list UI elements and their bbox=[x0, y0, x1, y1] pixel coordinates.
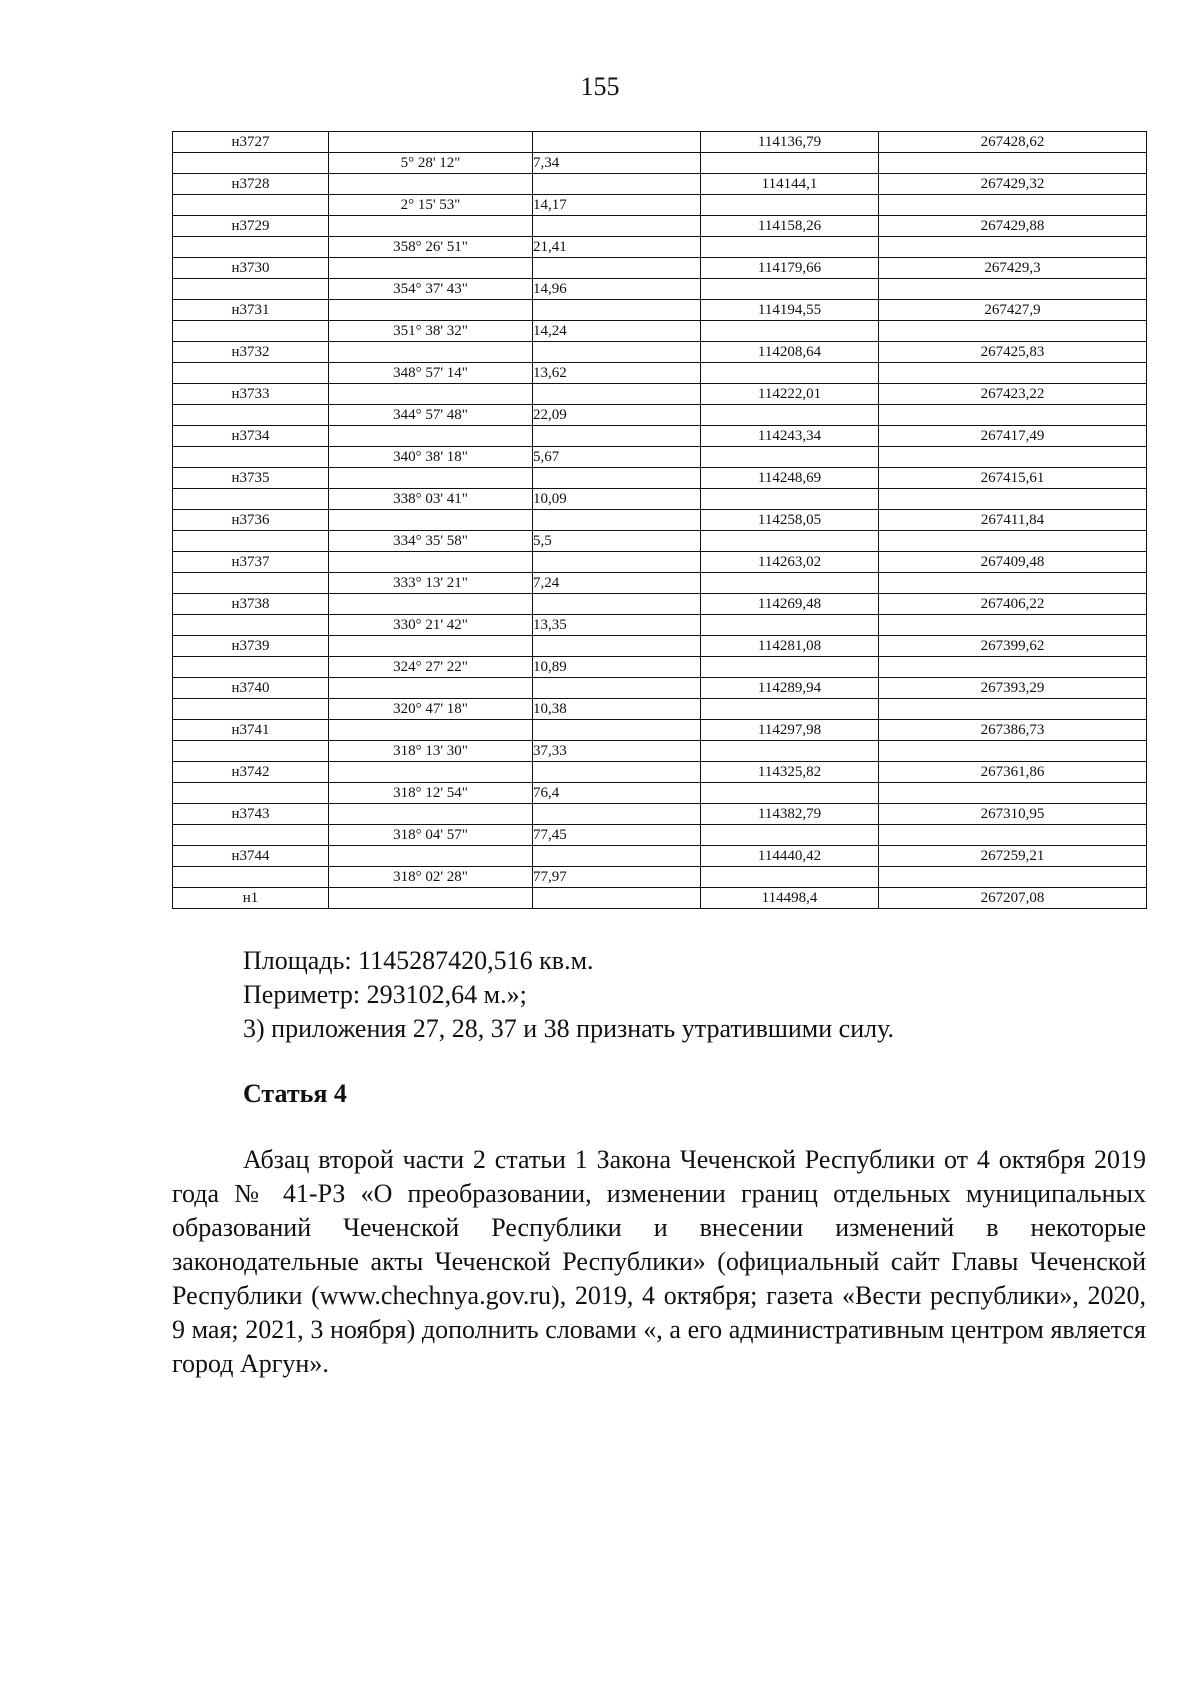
cell-point-name bbox=[173, 489, 329, 510]
summary-block bbox=[243, 944, 894, 1046]
cell-y-coordinate bbox=[879, 279, 1147, 300]
table-row-point bbox=[173, 888, 1147, 909]
cell-point-name: н3729 bbox=[173, 216, 329, 237]
cell-x-coordinate: 114136,79 bbox=[701, 132, 879, 153]
cell-point-name bbox=[173, 279, 329, 300]
cell-y-coordinate bbox=[879, 195, 1147, 216]
cell-distance bbox=[533, 426, 701, 447]
cell-y-coordinate: 267415,61 bbox=[879, 468, 1147, 489]
table-row-point bbox=[173, 384, 1147, 405]
cell-direction-angle: 334° 35' 58" bbox=[329, 531, 533, 552]
table-row-point bbox=[173, 174, 1147, 195]
cell-x-coordinate bbox=[701, 615, 879, 636]
table-row-point bbox=[173, 132, 1147, 153]
cell-point-name bbox=[173, 153, 329, 174]
cell-x-coordinate bbox=[701, 195, 879, 216]
cell-point-name: н3732 bbox=[173, 342, 329, 363]
cell-direction-angle bbox=[329, 720, 533, 741]
cell-direction-angle bbox=[329, 426, 533, 447]
cell-point-name bbox=[173, 405, 329, 426]
cell-point-name bbox=[173, 783, 329, 804]
cell-y-coordinate: 267425,83 bbox=[879, 342, 1147, 363]
cell-y-coordinate bbox=[879, 615, 1147, 636]
cell-distance bbox=[533, 132, 701, 153]
cell-x-coordinate bbox=[701, 783, 879, 804]
cell-direction-angle bbox=[329, 342, 533, 363]
cell-direction-angle bbox=[329, 594, 533, 615]
cell-distance bbox=[533, 300, 701, 321]
cell-point-name bbox=[173, 195, 329, 216]
article-heading: Статья 4 bbox=[243, 1079, 347, 1108]
cell-y-coordinate: 267417,49 bbox=[879, 426, 1147, 447]
table-row-segment bbox=[173, 531, 1147, 552]
cell-y-coordinate bbox=[879, 531, 1147, 552]
cell-point-name: н3738 bbox=[173, 594, 329, 615]
table-row-segment bbox=[173, 363, 1147, 384]
cell-direction-angle bbox=[329, 636, 533, 657]
cell-x-coordinate: 114208,64 bbox=[701, 342, 879, 363]
cell-direction-angle bbox=[329, 552, 533, 573]
cell-direction-angle: 324° 27' 22" bbox=[329, 657, 533, 678]
cell-distance: 14,17 bbox=[533, 195, 701, 216]
cell-y-coordinate bbox=[879, 153, 1147, 174]
table-row-point bbox=[173, 468, 1147, 489]
cell-distance bbox=[533, 216, 701, 237]
table-row-segment bbox=[173, 741, 1147, 762]
cell-x-coordinate bbox=[701, 867, 879, 888]
cell-direction-angle: 330° 21' 42" bbox=[329, 615, 533, 636]
cell-x-coordinate bbox=[701, 531, 879, 552]
cell-distance: 13,35 bbox=[533, 615, 701, 636]
cell-distance: 77,97 bbox=[533, 867, 701, 888]
cell-direction-angle bbox=[329, 468, 533, 489]
cell-direction-angle bbox=[329, 762, 533, 783]
perimeter-line: Периметр: 293102,64 м.»; bbox=[243, 980, 527, 1009]
cell-distance bbox=[533, 468, 701, 489]
table-row-segment bbox=[173, 573, 1147, 594]
cell-distance bbox=[533, 594, 701, 615]
cell-x-coordinate: 114222,01 bbox=[701, 384, 879, 405]
cell-point-name bbox=[173, 741, 329, 762]
cell-x-coordinate: 114440,42 bbox=[701, 846, 879, 867]
cell-y-coordinate: 267259,21 bbox=[879, 846, 1147, 867]
cell-distance bbox=[533, 342, 701, 363]
cell-point-name bbox=[173, 699, 329, 720]
table-row-segment bbox=[173, 615, 1147, 636]
cell-point-name: н3733 bbox=[173, 384, 329, 405]
table-row-segment bbox=[173, 153, 1147, 174]
table-row-segment bbox=[173, 195, 1147, 216]
cell-direction-angle bbox=[329, 804, 533, 825]
cell-x-coordinate bbox=[701, 657, 879, 678]
cell-x-coordinate: 114263,02 bbox=[701, 552, 879, 573]
cell-direction-angle bbox=[329, 258, 533, 279]
cell-distance bbox=[533, 258, 701, 279]
cell-distance: 5,67 bbox=[533, 447, 701, 468]
cell-distance: 14,96 bbox=[533, 279, 701, 300]
cell-point-name: н3744 bbox=[173, 846, 329, 867]
table-row-segment bbox=[173, 699, 1147, 720]
cell-x-coordinate bbox=[701, 573, 879, 594]
cell-distance: 10,89 bbox=[533, 657, 701, 678]
cell-x-coordinate: 114382,79 bbox=[701, 804, 879, 825]
table-row-segment bbox=[173, 489, 1147, 510]
cell-point-name bbox=[173, 573, 329, 594]
table-row-point bbox=[173, 594, 1147, 615]
table-row-segment bbox=[173, 405, 1147, 426]
cell-x-coordinate bbox=[701, 153, 879, 174]
table-row-segment bbox=[173, 783, 1147, 804]
cell-point-name: н3742 bbox=[173, 762, 329, 783]
cell-point-name: н3741 bbox=[173, 720, 329, 741]
cell-direction-angle bbox=[329, 678, 533, 699]
cell-distance bbox=[533, 720, 701, 741]
cell-point-name: н3730 bbox=[173, 258, 329, 279]
cell-distance: 7,34 bbox=[533, 153, 701, 174]
cell-y-coordinate: 267429,32 bbox=[879, 174, 1147, 195]
cell-direction-angle bbox=[329, 216, 533, 237]
cell-x-coordinate: 114498,4 bbox=[701, 888, 879, 909]
cell-x-coordinate: 114158,26 bbox=[701, 216, 879, 237]
cell-distance bbox=[533, 678, 701, 699]
cell-direction-angle: 320° 47' 18" bbox=[329, 699, 533, 720]
table-row-point bbox=[173, 342, 1147, 363]
cell-point-name bbox=[173, 867, 329, 888]
table-row-point bbox=[173, 636, 1147, 657]
cell-distance: 5,5 bbox=[533, 531, 701, 552]
cell-y-coordinate bbox=[879, 573, 1147, 594]
cell-y-coordinate bbox=[879, 825, 1147, 846]
cell-y-coordinate: 267423,22 bbox=[879, 384, 1147, 405]
cell-direction-angle: 2° 15' 53" bbox=[329, 195, 533, 216]
cell-point-name bbox=[173, 363, 329, 384]
cell-y-coordinate: 267427,9 bbox=[879, 300, 1147, 321]
cell-direction-angle: 333° 13' 21" bbox=[329, 573, 533, 594]
cell-x-coordinate: 114194,55 bbox=[701, 300, 879, 321]
cell-distance bbox=[533, 804, 701, 825]
cell-direction-angle bbox=[329, 510, 533, 531]
cell-x-coordinate: 114281,08 bbox=[701, 636, 879, 657]
cell-direction-angle bbox=[329, 846, 533, 867]
cell-point-name bbox=[173, 321, 329, 342]
cell-distance: 13,62 bbox=[533, 363, 701, 384]
cell-y-coordinate bbox=[879, 867, 1147, 888]
cell-y-coordinate bbox=[879, 405, 1147, 426]
cell-x-coordinate bbox=[701, 321, 879, 342]
cell-x-coordinate bbox=[701, 741, 879, 762]
cell-direction-angle: 318° 12' 54" bbox=[329, 783, 533, 804]
table-row-segment bbox=[173, 279, 1147, 300]
cell-point-name bbox=[173, 447, 329, 468]
cell-y-coordinate bbox=[879, 783, 1147, 804]
cell-distance: 22,09 bbox=[533, 405, 701, 426]
table-row-segment bbox=[173, 237, 1147, 258]
cell-x-coordinate: 114325,82 bbox=[701, 762, 879, 783]
cell-y-coordinate: 267429,3 bbox=[879, 258, 1147, 279]
table-row-point bbox=[173, 552, 1147, 573]
cell-point-name bbox=[173, 657, 329, 678]
cell-point-name: н3743 bbox=[173, 804, 329, 825]
cell-y-coordinate bbox=[879, 699, 1147, 720]
table-row-point bbox=[173, 846, 1147, 867]
cell-y-coordinate bbox=[879, 321, 1147, 342]
cell-point-name: н3739 bbox=[173, 636, 329, 657]
cell-direction-angle: 351° 38' 32" bbox=[329, 321, 533, 342]
cell-distance: 10,09 bbox=[533, 489, 701, 510]
table-row-point bbox=[173, 300, 1147, 321]
table-row-segment bbox=[173, 321, 1147, 342]
cell-y-coordinate bbox=[879, 363, 1147, 384]
cell-y-coordinate bbox=[879, 237, 1147, 258]
cell-point-name: н3728 bbox=[173, 174, 329, 195]
cell-y-coordinate: 267428,62 bbox=[879, 132, 1147, 153]
table-row-segment bbox=[173, 825, 1147, 846]
cell-x-coordinate bbox=[701, 363, 879, 384]
cell-distance: 21,41 bbox=[533, 237, 701, 258]
cell-x-coordinate bbox=[701, 279, 879, 300]
cell-direction-angle: 344° 57' 48" bbox=[329, 405, 533, 426]
cell-direction-angle: 5° 28' 12" bbox=[329, 153, 533, 174]
cell-y-coordinate: 267393,29 bbox=[879, 678, 1147, 699]
cell-direction-angle: 358° 26' 51" bbox=[329, 237, 533, 258]
table-row-segment bbox=[173, 447, 1147, 468]
cell-distance bbox=[533, 636, 701, 657]
cell-x-coordinate bbox=[701, 237, 879, 258]
cell-x-coordinate bbox=[701, 405, 879, 426]
cell-y-coordinate: 267310,95 bbox=[879, 804, 1147, 825]
cell-distance bbox=[533, 552, 701, 573]
cell-distance: 37,33 bbox=[533, 741, 701, 762]
boundary-coordinates-table-body bbox=[173, 132, 1147, 909]
cell-x-coordinate: 114144,1 bbox=[701, 174, 879, 195]
cell-distance: 7,24 bbox=[533, 573, 701, 594]
cell-y-coordinate: 267429,88 bbox=[879, 216, 1147, 237]
cell-x-coordinate: 114297,98 bbox=[701, 720, 879, 741]
cell-direction-angle bbox=[329, 132, 533, 153]
table-row-segment bbox=[173, 657, 1147, 678]
cell-direction-angle: 338° 03' 41" bbox=[329, 489, 533, 510]
cell-point-name bbox=[173, 237, 329, 258]
cell-y-coordinate bbox=[879, 741, 1147, 762]
area-line: Площадь: 1145287420,516 кв.м. bbox=[243, 946, 594, 975]
cell-x-coordinate: 114258,05 bbox=[701, 510, 879, 531]
table-row-point bbox=[173, 720, 1147, 741]
cell-x-coordinate bbox=[701, 699, 879, 720]
cell-y-coordinate: 267386,73 bbox=[879, 720, 1147, 741]
cell-y-coordinate bbox=[879, 657, 1147, 678]
cell-distance bbox=[533, 846, 701, 867]
page-number: 155 bbox=[580, 72, 620, 101]
cell-point-name: н3735 bbox=[173, 468, 329, 489]
cell-x-coordinate: 114269,48 bbox=[701, 594, 879, 615]
cell-distance: 77,45 bbox=[533, 825, 701, 846]
cell-y-coordinate: 267361,86 bbox=[879, 762, 1147, 783]
cell-direction-angle: 318° 13' 30" bbox=[329, 741, 533, 762]
table-row-point bbox=[173, 678, 1147, 699]
cell-y-coordinate bbox=[879, 489, 1147, 510]
cell-distance: 10,38 bbox=[533, 699, 701, 720]
table-row-segment bbox=[173, 867, 1147, 888]
cell-point-name: н3727 bbox=[173, 132, 329, 153]
cell-point-name: н3737 bbox=[173, 552, 329, 573]
table-row-point bbox=[173, 216, 1147, 237]
cell-point-name: н1 bbox=[173, 888, 329, 909]
cell-x-coordinate: 114248,69 bbox=[701, 468, 879, 489]
cell-direction-angle: 348° 57' 14" bbox=[329, 363, 533, 384]
cell-distance: 14,24 bbox=[533, 321, 701, 342]
cell-distance bbox=[533, 174, 701, 195]
cell-y-coordinate: 267409,48 bbox=[879, 552, 1147, 573]
cell-distance bbox=[533, 510, 701, 531]
cell-point-name: н3740 bbox=[173, 678, 329, 699]
boundary-coordinates-table bbox=[172, 131, 1147, 909]
cell-y-coordinate: 267399,62 bbox=[879, 636, 1147, 657]
cell-y-coordinate: 267406,22 bbox=[879, 594, 1147, 615]
cell-direction-angle bbox=[329, 300, 533, 321]
cell-x-coordinate bbox=[701, 447, 879, 468]
table-row-point bbox=[173, 510, 1147, 531]
cell-direction-angle: 354° 37' 43" bbox=[329, 279, 533, 300]
cell-distance bbox=[533, 762, 701, 783]
cell-direction-angle bbox=[329, 888, 533, 909]
cell-point-name bbox=[173, 615, 329, 636]
cell-distance: 76,4 bbox=[533, 783, 701, 804]
table-row-point bbox=[173, 258, 1147, 279]
cell-x-coordinate bbox=[701, 489, 879, 510]
cell-x-coordinate: 114289,94 bbox=[701, 678, 879, 699]
cell-y-coordinate bbox=[879, 447, 1147, 468]
cell-direction-angle: 318° 04' 57" bbox=[329, 825, 533, 846]
table-row-point bbox=[173, 762, 1147, 783]
table-row-point bbox=[173, 804, 1147, 825]
cell-direction-angle: 340° 38' 18" bbox=[329, 447, 533, 468]
cell-x-coordinate bbox=[701, 825, 879, 846]
cell-point-name: н3736 bbox=[173, 510, 329, 531]
cell-x-coordinate: 114179,66 bbox=[701, 258, 879, 279]
cell-y-coordinate: 267207,08 bbox=[879, 888, 1147, 909]
cell-direction-angle: 318° 02' 28" bbox=[329, 867, 533, 888]
cell-point-name bbox=[173, 825, 329, 846]
cell-y-coordinate: 267411,84 bbox=[879, 510, 1147, 531]
cell-point-name: н3731 bbox=[173, 300, 329, 321]
cell-direction-angle bbox=[329, 174, 533, 195]
item-3-line: 3) приложения 27, 28, 37 и 38 признать утратившими силу. bbox=[243, 1014, 895, 1043]
cell-distance bbox=[533, 888, 701, 909]
article-body: Абзац второй части 2 статьи 1 Закона Чеченской Республики от 4 октября 2019 года № 41-РЗ «О преобразовании, изменении границ отдельных муниципальных образований Чеченской Республики и внесении изменений в некоторые законодательные акты Чеченской Республики» (официальный сайт Главы Чеченской Республики (www.chechnya.gov.ru), 2019, 4 октября; газета «Вести республики», 2020, 9 мая; 2021, 3 ноября) дополнить словами «, а его административным центром является город Аргун». bbox=[172, 1145, 1146, 1378]
cell-point-name: н3734 bbox=[173, 426, 329, 447]
cell-point-name bbox=[173, 531, 329, 552]
cell-x-coordinate: 114243,34 bbox=[701, 426, 879, 447]
table-row-point bbox=[173, 426, 1147, 447]
cell-direction-angle bbox=[329, 384, 533, 405]
cell-distance bbox=[533, 384, 701, 405]
